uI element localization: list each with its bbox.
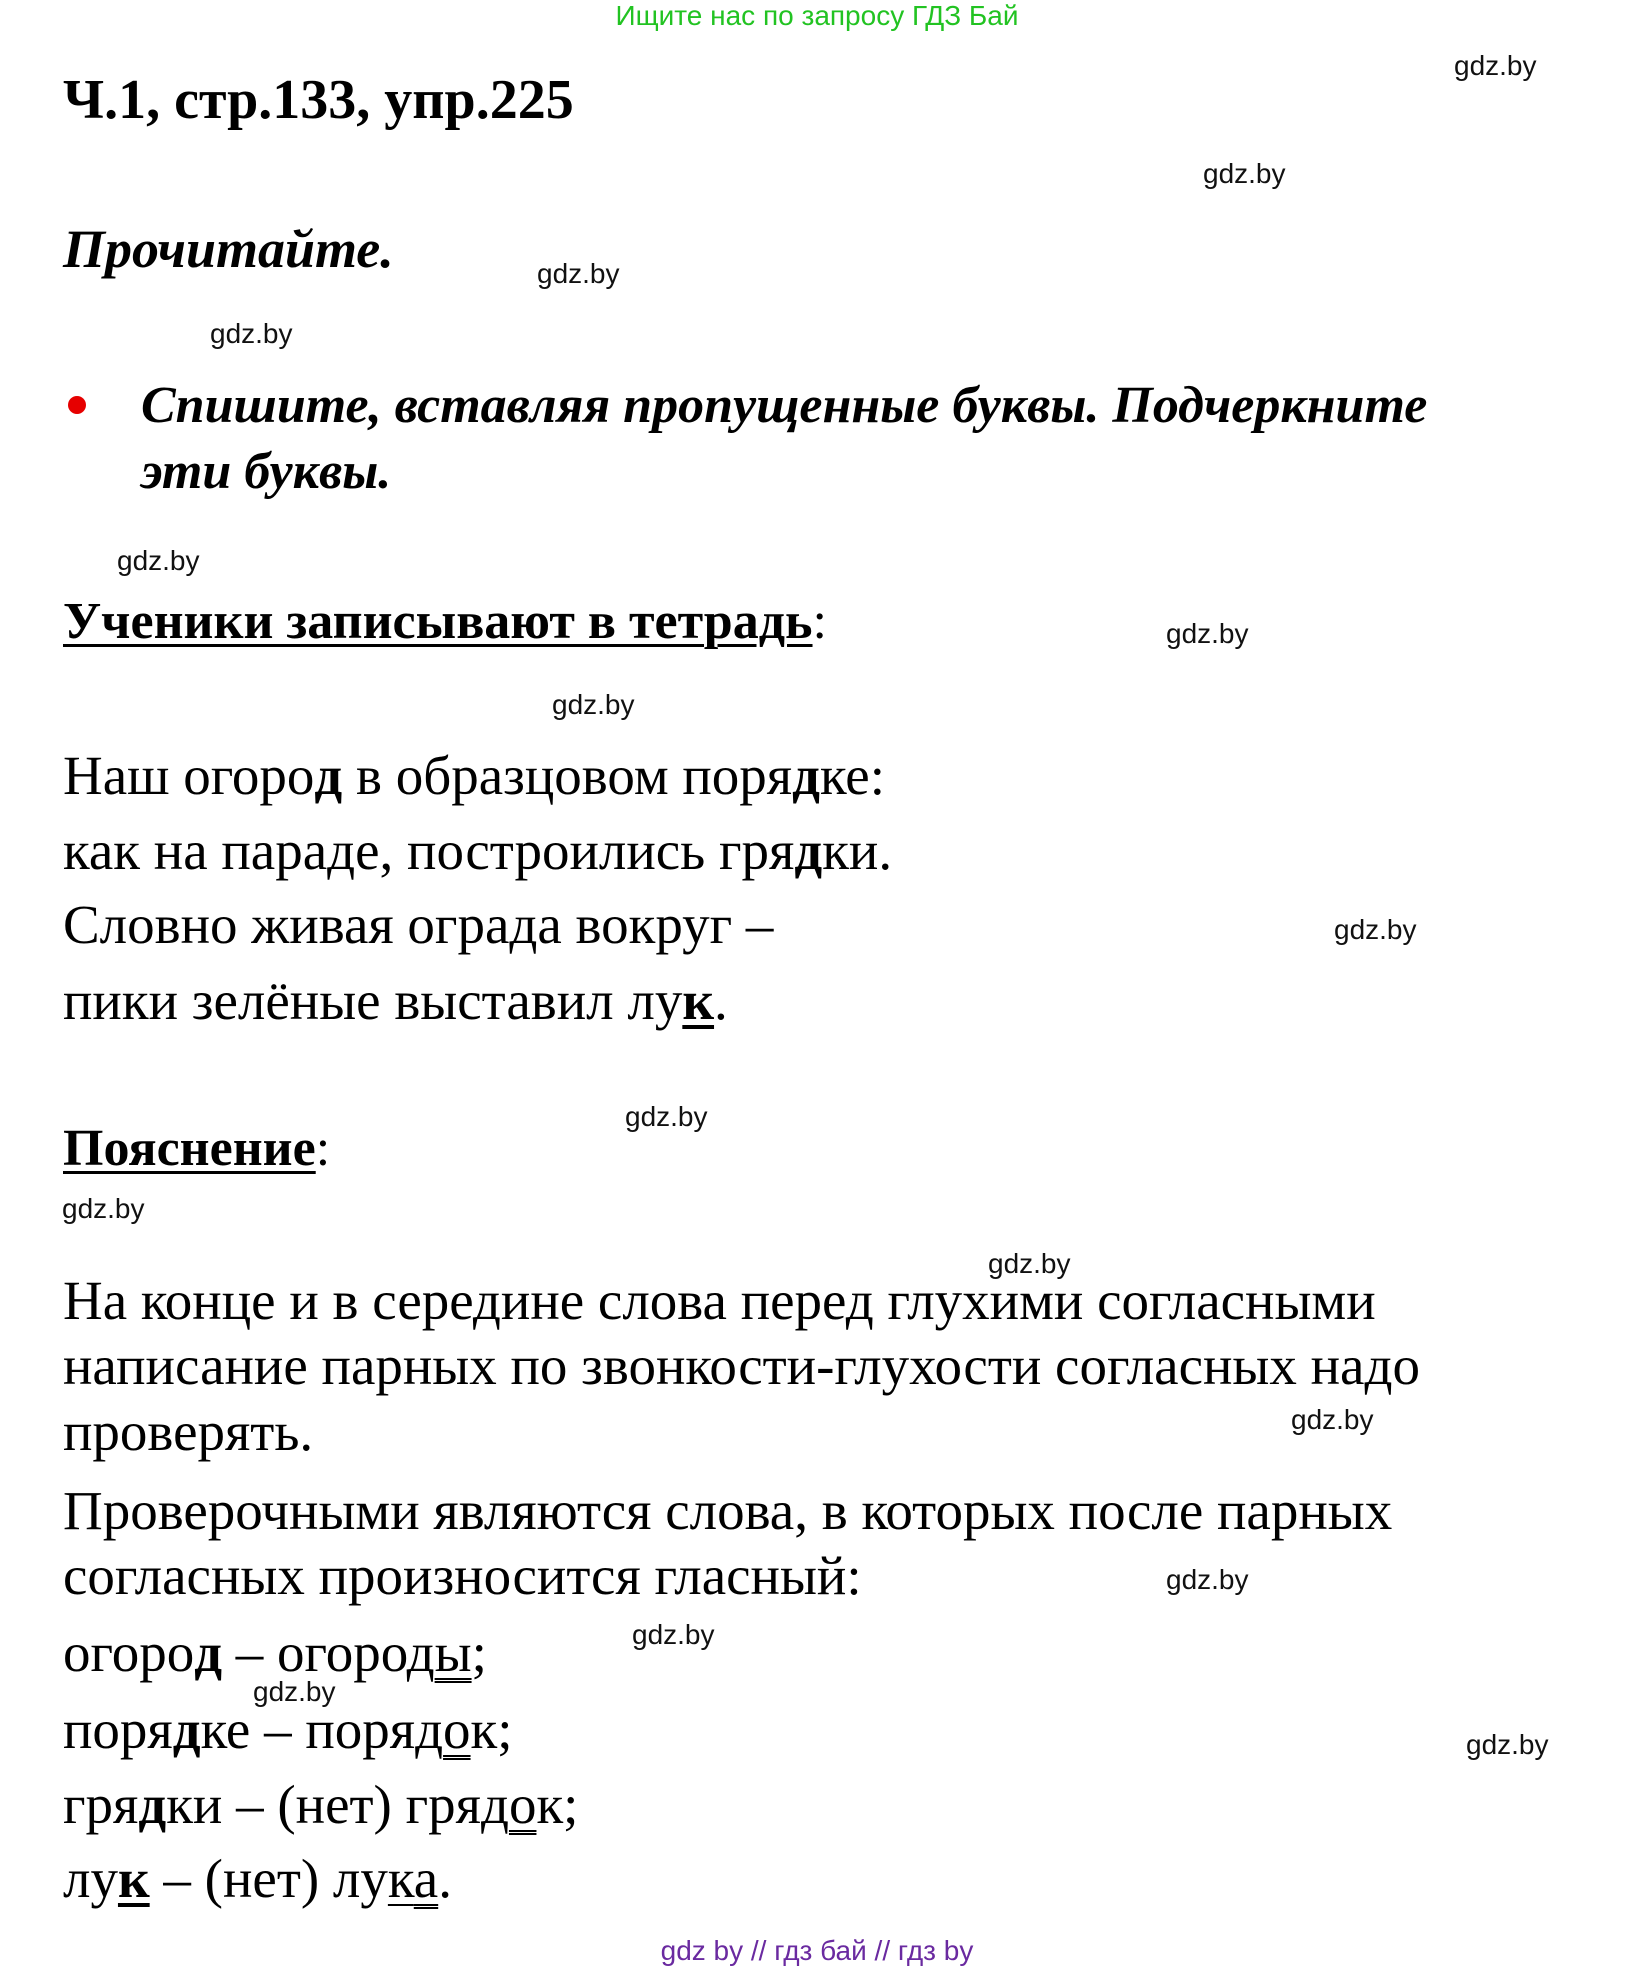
marked-letter: к [117,1848,150,1909]
marked-letter: д [406,1622,435,1683]
watermark: gdz.by [1203,158,1286,189]
watermark: gdz.by [62,1193,145,1224]
watermark: gdz.by [1166,618,1249,649]
watermark: gdz.by [632,1619,715,1650]
footer-links[interactable]: gdz by // гдз бай // гдз by [660,1935,974,1966]
watermark: gdz.by [988,1248,1071,1279]
watermark: gdz.by [552,689,635,720]
students-heading [63,593,827,650]
page-title: Ч.1, стр.133, упр.225 [63,69,574,131]
text-segment: пики зелёные выставил лу [63,970,683,1031]
text-segment: к; [470,1699,513,1760]
marked-letter: д [194,1622,223,1683]
text-segment: лу [63,1848,118,1909]
watermark: gdz.by [1466,1729,1549,1760]
instruction-read: Прочитайте. [63,219,394,279]
text-segment: как на параде, построились гря [63,820,795,881]
marked-letter: д [138,1774,167,1835]
text-segment: ки. [822,820,893,881]
text-segment: – (нет) лу [149,1848,388,1909]
watermark: gdz.by [1291,1404,1374,1435]
watermark: gdz.by [1334,914,1417,945]
marked-letter: д [314,745,343,806]
text-segment: проверять. [63,1401,314,1462]
search-banner[interactable]: Ищите нас по запросу ГДЗ Бай [615,0,1019,31]
marked-letter: д [415,1699,444,1760]
students-heading-text: Ученики записывают в тетрадь [63,593,813,650]
watermark: gdz.by [117,545,200,576]
watermark: gdz.by [253,1676,336,1707]
poem-line [63,745,885,806]
text-segment: ке – поря [200,1699,416,1760]
explanation-line [63,1480,1393,1541]
text-segment: ке: [819,745,885,806]
red-bullet-icon [68,396,86,414]
marked-letter: д [792,745,820,806]
text-segment: в образцовом поря [342,745,793,806]
watermark: gdz.by [625,1101,708,1132]
poem-line [63,820,893,881]
task-line: эти буквы. [141,443,392,500]
explanation-heading [63,1120,331,1177]
text-segment: написание парных по звонкости-глухости согласных надо [63,1335,1420,1396]
explanation-line [63,1774,579,1835]
text-segment: ; [471,1622,487,1683]
text-segment: . [438,1848,452,1909]
marked-letter: о [443,1699,471,1760]
poem-line [63,894,774,955]
marked-letter: д [480,1774,509,1835]
explanation-heading-text: Пояснение [63,1120,316,1177]
text-segment: Проверочными являются слова, в которых после парных [63,1480,1393,1541]
explanation-line [63,1545,862,1606]
colon: : [315,1120,331,1177]
text-segment: На конце и в середине слова перед глухими согласными [63,1270,1376,1331]
text-segment: . [714,970,728,1031]
marked-letter: к [387,1848,414,1909]
explanation-line [63,1848,452,1909]
marked-letter: д [172,1699,201,1760]
explanation-line [63,1622,487,1683]
text-segment: поря [63,1699,173,1760]
text-segment: огоро [63,1622,195,1683]
text-segment: согласных произносится гласный: [63,1545,862,1606]
text-segment: Наш огоро [63,745,315,806]
marked-letter: к [682,970,715,1031]
text-segment: к; [536,1774,579,1835]
marked-letter: о [508,1774,537,1835]
text-segment: ки – (нет) гря [166,1774,481,1835]
marked-letter: ы [434,1622,472,1683]
text-segment: Словно живая ограда вокруг – [63,894,774,955]
text-segment: гря [63,1774,139,1835]
watermark: gdz.by [537,258,620,289]
task-line: Спишите, вставляя пропущенные буквы. Подчеркните [141,377,1428,434]
marked-letter: а [413,1848,439,1909]
colon: : [812,593,827,650]
watermark: gdz.by [1454,50,1537,81]
marked-letter: д [794,820,823,881]
watermark: gdz.by [1166,1564,1249,1595]
explanation-line [63,1401,314,1462]
poem-line [63,970,728,1031]
explanation-line [63,1699,513,1760]
text-segment: – огоро [222,1622,407,1683]
watermark: gdz.by [210,318,293,349]
explanation-line [63,1335,1420,1396]
explanation-line [63,1270,1376,1331]
